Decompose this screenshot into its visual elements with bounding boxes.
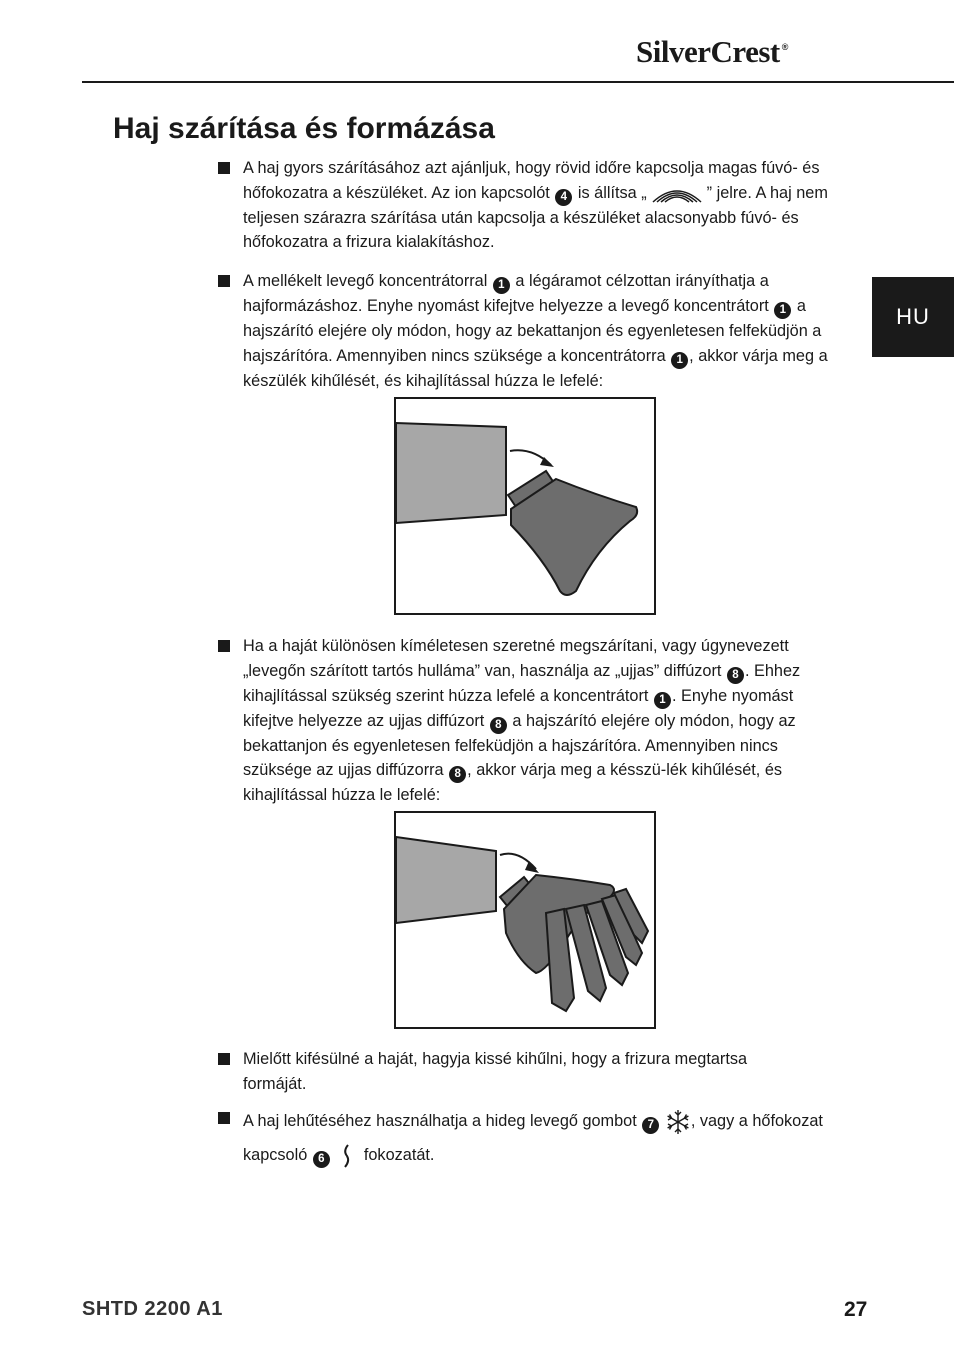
text: A haj lehűtéséhez használhatja a hideg levegő gombot <box>243 1112 642 1130</box>
concentrator-illustration <box>396 399 654 613</box>
part-number-badge: 6 <box>313 1151 330 1168</box>
text: , akkor várja meg a készülék kihűlését, és kihajlítással húzza le lefelé: <box>243 346 828 390</box>
language-tab: HU <box>872 277 954 357</box>
figure-concentrator-removal <box>394 397 656 615</box>
page-number: 27 <box>844 1298 868 1321</box>
text: a hajszárító elejére oly módon, hogy az bekattanjon és egyenletesen felfeküdjön a hajszárítóra. Amennyiben nincs szüksége az ujjas diffúzorra <box>243 711 796 780</box>
paragraph-concentrator <box>243 269 843 393</box>
part-number-badge: 8 <box>727 667 744 684</box>
part-number-badge: 1 <box>671 352 688 369</box>
text: ” jelre. A haj nem teljesen szárazra szárítása után kapcsolja a készüléket alacsonyabb fúvó- és hőfokozatra a frizura kialakításhoz. <box>243 183 828 252</box>
text: , akkor várja meg a késszü-lék kihűlését, és kihajlítással húzza le lefelé: <box>243 761 783 805</box>
brand-name: SilverCrest <box>636 34 780 69</box>
paragraph-cold-air <box>243 1104 843 1172</box>
heat-level-icon <box>335 1143 359 1169</box>
bullet-marker <box>218 162 230 174</box>
text: A mellékelt levegő koncentrátorral <box>243 272 492 290</box>
bullet-marker <box>218 275 230 287</box>
part-number-badge: 4 <box>555 189 572 206</box>
bullet-marker <box>218 640 230 652</box>
paragraph-cool-before-combing <box>243 1047 813 1096</box>
page-title: Haj szárítása és formázása <box>113 112 495 145</box>
footer-model-number: SHTD 2200 A1 <box>82 1298 223 1320</box>
text: . Ehhez kihajlítással szükség szerint húzza lefelé a koncentrátort <box>243 661 801 705</box>
text: fokozatát. <box>359 1146 435 1164</box>
part-number-badge: 7 <box>642 1117 659 1134</box>
paragraph-fast-drying <box>243 156 843 255</box>
text: is állítsa „ <box>573 183 647 202</box>
part-number-badge: 8 <box>449 766 466 783</box>
header-rule <box>82 81 954 83</box>
paragraph-diffuser <box>243 634 845 808</box>
figure-diffuser-removal <box>394 811 656 1029</box>
text: A haj gyors szárításához azt ajánljuk, hogy rövid időre kapcsolja magas fúvó- és hőfokozatra a készüléket. Az ion kapcsolót <box>243 159 820 202</box>
part-number-badge: 8 <box>490 717 507 734</box>
text: Mielőtt kifésülné a haját, hagyja kissé kihűlni, hogy a frizura megtartsa formáját. <box>243 1050 748 1093</box>
text: . Enyhe nyomást kifejtve helyezze az ujjas diffúzort <box>243 686 794 730</box>
text: a hajszárító elejére oly módon, hogy az bekattanjon és egyenletesen felfeküdjön a hajszárítóra. Amennyiben nincs szüksége a koncentrátorra <box>243 297 822 365</box>
part-number-badge: 1 <box>654 692 671 709</box>
brand-logo <box>636 34 866 74</box>
registered-mark: ® <box>781 42 788 52</box>
text: , vagy a hőfokozat kapcsoló <box>243 1112 823 1164</box>
bullet-marker <box>218 1112 230 1124</box>
diffuser-illustration <box>396 813 654 1027</box>
ion-wave-icon <box>647 182 707 204</box>
text: a légáramot célzottan irányíthatja a hajformázáshoz. Enyhe nyomást kifejtve helyezze a levegő koncentrátort <box>243 272 774 315</box>
snowflake-icon <box>665 1109 691 1135</box>
text: Ha a haját különösen kíméletesen szeretné megszárítani, vagy úgynevezett „levegőn szárított tartós hulláma” van, használja az „ujjas” diffúzort <box>243 637 789 680</box>
bullet-marker <box>218 1053 230 1065</box>
part-number-badge: 1 <box>493 277 510 294</box>
part-number-badge: 1 <box>774 302 791 319</box>
